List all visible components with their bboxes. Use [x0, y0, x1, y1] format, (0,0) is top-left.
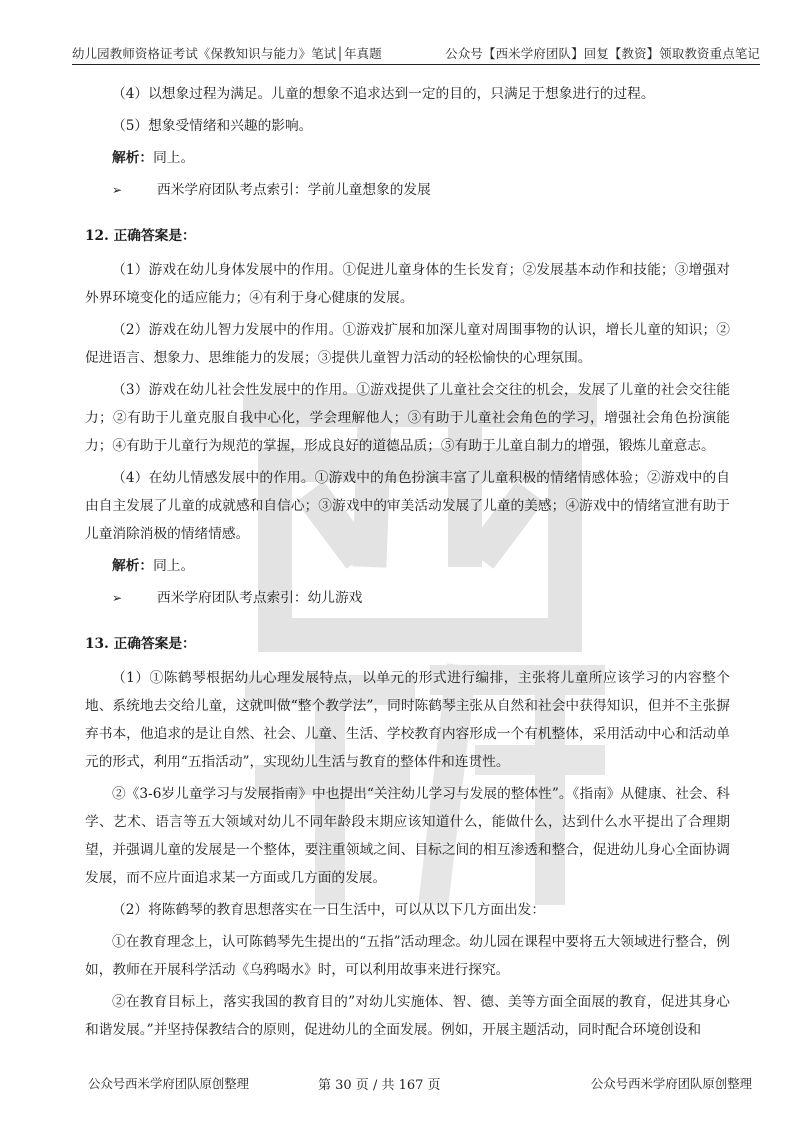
arrow-bullet-icon: ➢ — [112, 183, 123, 197]
q12-para-4: （4）在幼儿情感发展中的作用。①游戏中的角色扮演丰富了儿童积极的情绪情感体验；②游戏中的自由自主发展了儿童的成就感和自信心；③游戏中的审美活动发展了儿童的美感；④游戏中的情绪宣泄有助于儿童消除消极的情绪情感。 — [85, 470, 730, 542]
footer-right: 公众号西米学府团队原创整理 — [590, 1076, 752, 1091]
arrow-bullet-icon: ➢ — [112, 591, 123, 605]
header-promo: 公众号【西米学府团队】回复【教资】领取教资重点笔记 — [445, 46, 760, 61]
knowledge-index-text: 西米学府团队考点索引：学前儿童想象的发展 — [157, 182, 431, 198]
q13-para-3: （2）将陈鹤琴的教育思想落实在一日生活中，可以从以下几方面出发： — [112, 902, 546, 918]
answer-item-5: （5）想象受情绪和兴趣的影响。 — [112, 118, 313, 134]
analysis-label: 解析： — [112, 558, 154, 574]
answer-item-4: （4）以想象过程为满足。儿童的想象不追求达到一定的目的，只满足于想象进行的过程。 — [112, 86, 655, 102]
knowledge-index — [85, 176, 730, 204]
knowledge-index — [85, 584, 730, 612]
q13-para-5: ②在教育目标上，落实我国的教育目的”对幼儿实施体、智、德、美等方面全面展的教育，促进其身心和谐发展。”并坚持保教结合的原则，促进幼儿的全面发展。例如，开展主题活动，同时配合环境创设和 — [85, 994, 730, 1038]
document-body — [85, 80, 730, 1048]
knowledge-index-text: 西米学府团队考点索引：幼儿游戏 — [157, 590, 363, 606]
q13-para-1: （1）①陈鹤琴根据幼儿心理发展特点，以单元的形式进行编排，主张将儿童所应该学习的内容整个地、系统地去交给儿童，这就叫做“整个教学法”，同时陈鹤琴主张从自然和社会中获得知识，但并不主张摒弃书本，他追求的是让自然、社会、儿童、生活、学校教育内容形成一个有机整体，采用活动中心和活动单元的形式，利用“五指活动”，实现幼儿生活与教育的整体件和连贯性。 — [85, 670, 730, 770]
header-title: 幼儿园教师资格证考试《保教知识与能力》笔试│年真题 — [72, 46, 382, 61]
footer-left: 公众号西米学府团队原创整理 — [88, 1076, 250, 1091]
page-footer — [88, 1074, 752, 1094]
analysis-label: 解析： — [112, 150, 154, 166]
q12-para-1: （1）游戏在幼儿身体发展中的作用。①促进儿童身体的生长发育；②发展基本动作和技能；③增强对外界环境变化的适应能力；④有利于身心健康的发展。 — [85, 262, 730, 306]
q13-para-4: ①在教育理念上，认可陈鹤琴先生提出的“五指”活动理念。幼儿园在课程中要将五大领域进行整合，例如，教师在开展科学活动《乌鸦喝水》时，可以利用故事来进行探究。 — [85, 934, 730, 978]
page-header — [72, 38, 760, 65]
page-number: 第 30 页 / 共 167 页 — [318, 1078, 441, 1093]
q13-para-2: ②《3-6岁儿童学习与发展指南》中也提出“关注幼儿学习与发展的整体性”。《指南》从健康、社会、科学、艺术、语言等五大领域对幼儿不同年龄段末期应该知道什么，能做什么，达到什么水平提出了合理期望，并强调儿童的发展是一个整体，要注重领域之间、目标之间的相互渗透和整合，促进幼儿身心全面协调发展，而不应片面追求某一方面或几方面的发展。 — [85, 786, 730, 886]
q12-para-3: （3）游戏在幼儿社会性发展中的作用。①游戏提供了儿童社会交往的机会，发展了儿童的社会交往能力；②有助于儿童克服自我中心化，学会理解他人；③有助于儿童社会角色的学习，增强社会角色扮演能力；④有助于儿童行为规范的掌握，形成良好的道德品质；⑤有助于儿童自制力的增强，锻炼儿童意志。 — [85, 382, 730, 454]
question-12-heading: 12. 正确答案是： — [85, 228, 196, 244]
q12-para-2: （2）游戏在幼儿智力发展中的作用。①游戏扩展和加深儿童对周围事物的认识，增长儿童的知识；②促进语言、想象力、思维能力的发展；③提供儿童智力活动的轻松愉快的心理氛围。 — [85, 322, 730, 366]
analysis — [85, 552, 730, 580]
analysis-text: 同上。 — [153, 558, 195, 574]
question-13-heading: 13. 正确答案是： — [85, 636, 196, 652]
analysis — [85, 144, 730, 172]
analysis-text: 同上。 — [153, 150, 195, 166]
